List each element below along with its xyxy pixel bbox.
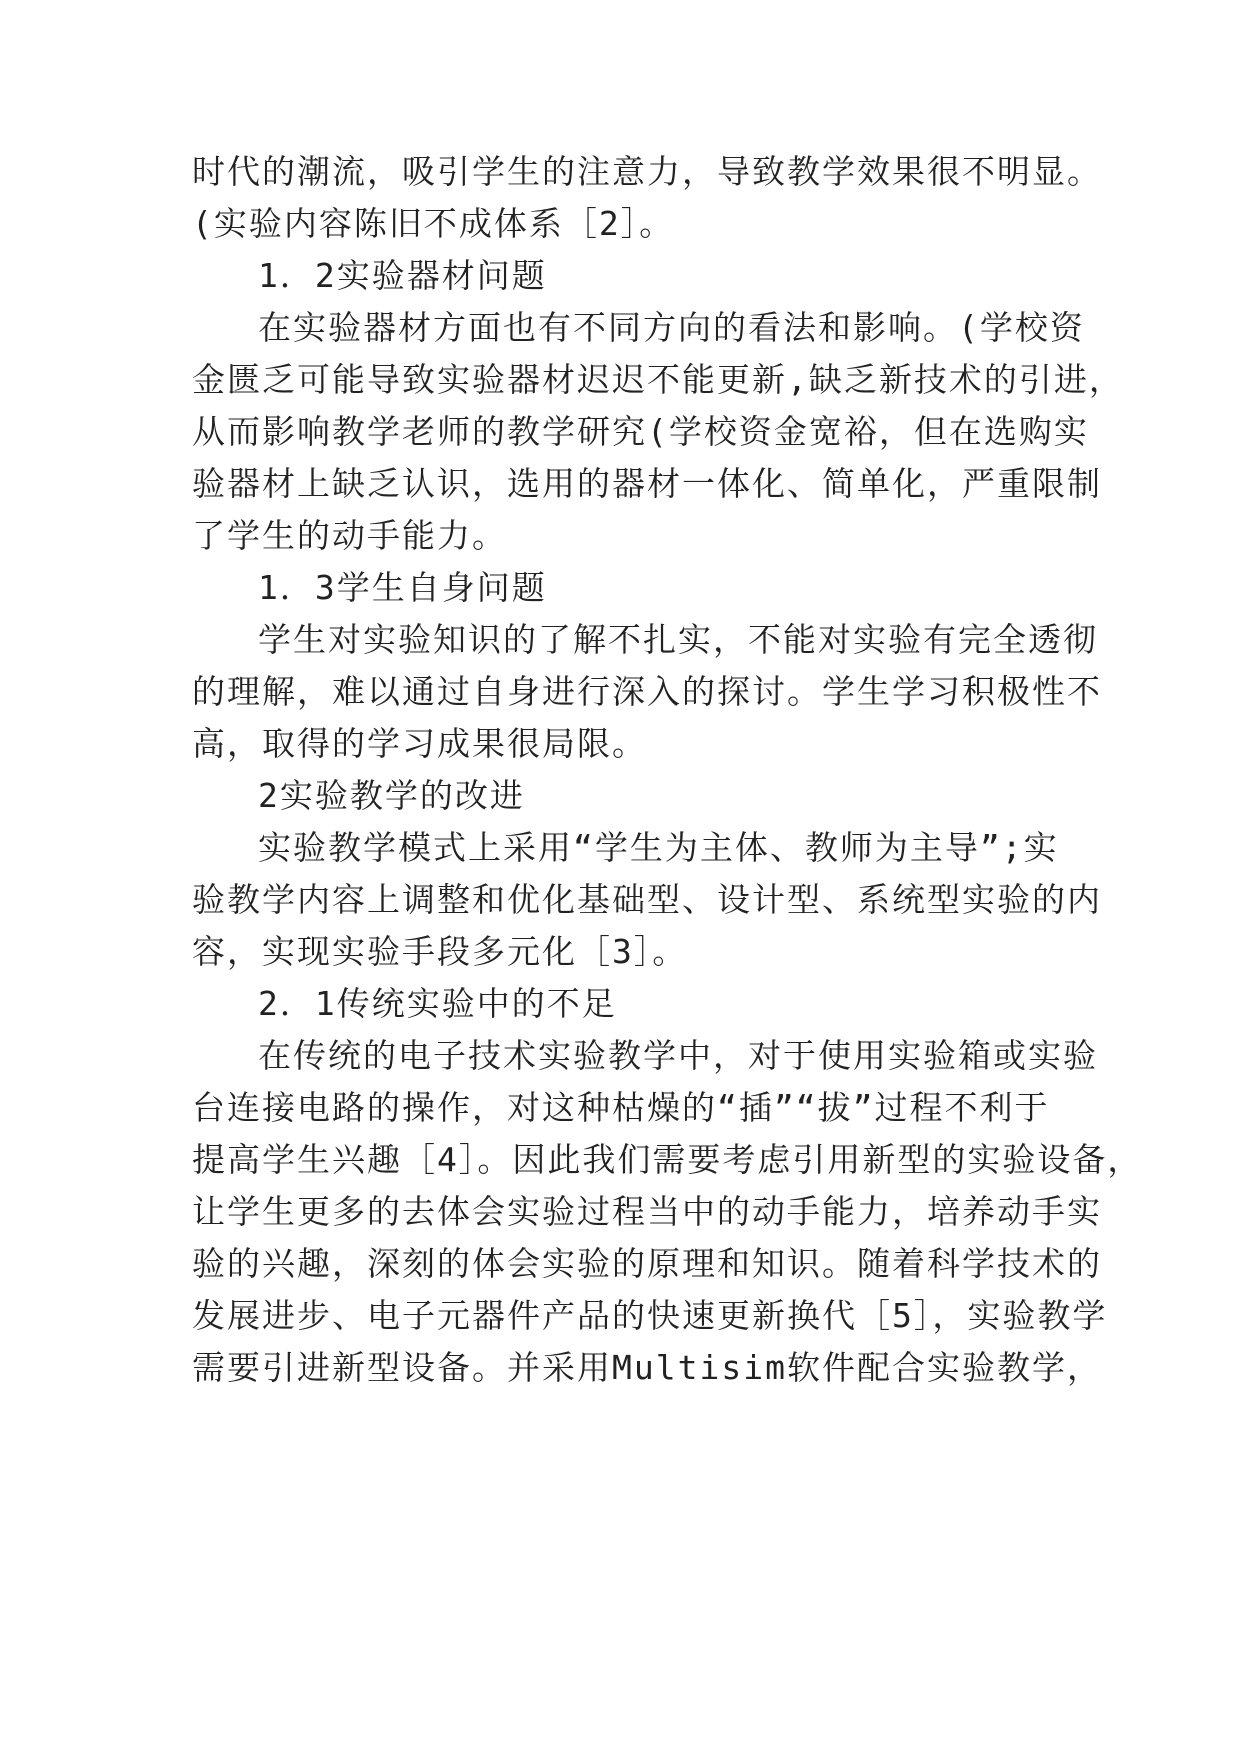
text-line: 发展进步、电子元器件产品的快速更新换代［5］，实验教学 — [192, 1296, 1108, 1335]
text-line: 学生对实验知识的了解不扎实，不能对实验有完全透彻 — [258, 620, 1098, 659]
text-line: 需要引进新型设备。并采用Multisim软件配合实验教学， — [192, 1348, 1102, 1387]
text-line: 验的兴趣，深刻的体会实验的原理和知识。随着科学技术的 — [192, 1244, 1102, 1283]
text-line: 实验教学模式上采用“学生为主体、教师为主导”;实 — [258, 828, 1059, 867]
text-line: 台连接电路的操作，对这种枯燥的“插”“拔”过程不利于 — [192, 1088, 1050, 1127]
text-line: (实验内容陈旧不成体系［2］。 — [192, 204, 675, 243]
text-line: 提高学生兴趣［4］。因此我们需要考虑引用新型的实验设备， — [192, 1140, 1143, 1179]
section-heading: 1．3学生自身问题 — [258, 568, 547, 607]
text-line: 容，实现实验手段多元化［3］。 — [192, 932, 688, 971]
text-line: 在实验器材方面也有不同方向的看法和影响。(学校资 — [258, 308, 1085, 347]
text-line: 从而影响教学老师的教学研究(学校资金宽裕，但在选购实 — [192, 412, 1089, 451]
text-line: 了学生的动手能力。 — [192, 516, 507, 555]
section-heading: 1．2实验器材问题 — [258, 256, 547, 295]
text-line: 在传统的电子技术实验教学中，对于使用实验箱或实验 — [258, 1036, 1098, 1075]
section-heading: 2实验教学的改进 — [258, 776, 525, 815]
text-line: 金匮乏可能导致实验器材迟迟不能更新,缺乏新技术的引进， — [192, 360, 1124, 399]
text-line: 验教学内容上调整和优化基础型、设计型、系统型实验的内 — [192, 880, 1102, 919]
text-line: 让学生更多的去体会实验过程当中的动手能力，培养动手实 — [192, 1192, 1102, 1231]
text-line: 高，取得的学习成果很局限。 — [192, 724, 647, 763]
text-line: 的理解，难以通过自身进行深入的探讨。学生学习积极性不 — [192, 672, 1102, 711]
text-line: 验器材上缺乏认识，选用的器材一体化、简单化，严重限制 — [192, 464, 1102, 503]
text-line: 时代的潮流，吸引学生的注意力，导致教学效果很不明显。 — [192, 152, 1102, 191]
section-heading: 2．1传统实验中的不足 — [258, 984, 617, 1023]
